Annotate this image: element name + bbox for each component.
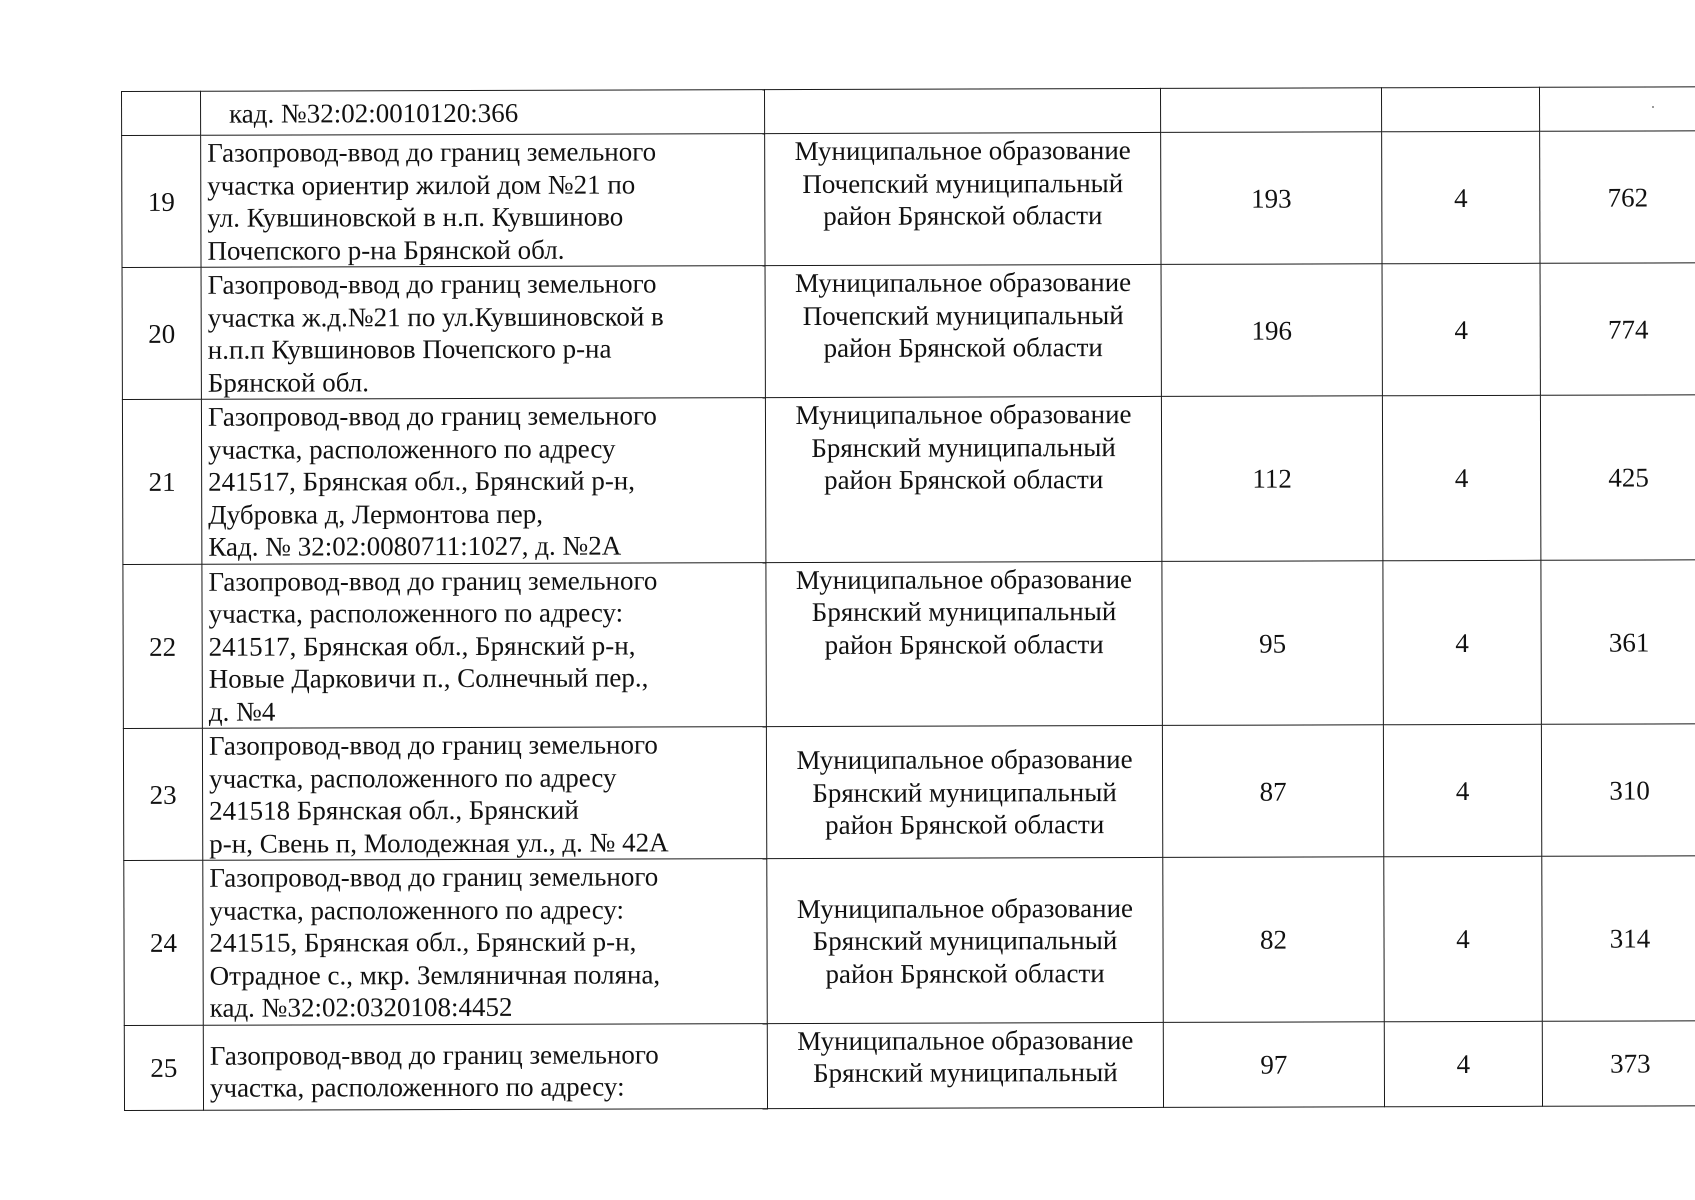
description-line: участка, расположенного по адресу (208, 762, 617, 794)
description-cell (203, 1023, 767, 1110)
value-3-cell: 314 (1542, 856, 1695, 1021)
description-line: кад. №32:02:0320108:4452 (209, 991, 513, 1023)
value-3-cell: 762 (1540, 131, 1695, 264)
owner-line: Брянский муниципальный (811, 431, 1116, 463)
description-line: н.п.п Кувшиновов Почепского р-на (207, 333, 612, 365)
owner-line: район Брянской области (823, 332, 1103, 363)
value-2-cell (1381, 87, 1539, 131)
owner-cell (765, 264, 1161, 397)
description-cell (201, 134, 765, 268)
owner-line: район Брянской области (824, 628, 1104, 660)
owner-line: Муниципальное образование (797, 1024, 1134, 1056)
owner-cell (767, 857, 1163, 1023)
value-1-cell: 196 (1161, 264, 1382, 397)
table-row (124, 1020, 1695, 1110)
description-line: р-н, Свень п, Молодежная ул., д. № 42А (209, 826, 669, 859)
description-cell (203, 859, 767, 1025)
description-cell (202, 562, 766, 728)
value-1-cell: 97 (1163, 1021, 1384, 1107)
owner-line: Брянский муниципальный (813, 1057, 1118, 1088)
description-line: участка ориентир жилой дом №21 по (207, 168, 636, 201)
description-line: Новые Дарковичи п., Солнечный пер., (208, 662, 649, 694)
description-line: Дубровка д, Лермонтова пер, (208, 498, 544, 530)
owner-cell (765, 132, 1161, 265)
value-2-cell: 4 (1382, 131, 1540, 263)
value-1-cell: 82 (1163, 857, 1384, 1022)
value-3-cell: 373 (1542, 1020, 1695, 1106)
description-line: 241517, Брянская обл., Брянский р-н, (208, 465, 636, 497)
owner-line: Брянский муниципальный (812, 925, 1118, 956)
description-line: Газопровод-ввод до границ земельного (209, 1038, 659, 1071)
description-line: Газопровод-ввод до границ земельного (208, 564, 658, 597)
owner-line: район Брянской области (825, 957, 1105, 989)
owner-cell (766, 725, 1162, 858)
description-cell (201, 90, 765, 136)
table-row-continuation (122, 87, 1695, 136)
value-2-cell: 4 (1383, 560, 1541, 725)
gas-pipeline-table (121, 86, 1695, 1110)
description-line: Кад. № 32:02:0080711:1027, д. №2А (208, 530, 622, 562)
value-2-cell: 4 (1383, 724, 1541, 856)
description-line: участка ж.д.№21 по ул.Кувшиновской в (207, 300, 664, 333)
description-line: участка, расположенного по адресу: (208, 597, 624, 629)
description-cell (201, 266, 765, 400)
table-row (124, 856, 1695, 1025)
owner-line: район Брянской области (825, 809, 1105, 841)
description-line: Газопровод-ввод до границ земельного (209, 861, 659, 893)
table-row (123, 559, 1695, 728)
table-row (122, 263, 1695, 400)
owner-line: Почепский муниципальный (802, 299, 1124, 331)
row-number-cell: 22 (123, 564, 202, 729)
value-3-cell: 361 (1541, 559, 1695, 724)
owner-cell (766, 561, 1162, 727)
owner-line: Муниципальное образование (794, 135, 1131, 167)
value-1-cell: 87 (1162, 725, 1383, 858)
value-1-cell: 95 (1162, 560, 1383, 725)
description-line: Газопровод-ввод до границ земельного (207, 268, 657, 300)
description-line: д. №4 (208, 696, 276, 727)
value-2-cell: 4 (1382, 263, 1540, 395)
row-number-cell: 19 (122, 135, 201, 267)
value-3-cell: 425 (1540, 395, 1695, 560)
value-1-cell: 193 (1161, 132, 1382, 265)
value-2-cell: 4 (1384, 1021, 1542, 1106)
description-line: участка, расположенного по адресу: (209, 894, 625, 926)
description-line: ул. Кувшиновской в н.п. Кувшиново (207, 201, 624, 233)
value-2-cell: 4 (1382, 395, 1540, 560)
owner-cell (765, 396, 1161, 562)
owner-cell (767, 1022, 1163, 1108)
description-line: Отрадное с., мкр. Земляничная поляна, (209, 958, 661, 991)
row-number-cell: 21 (122, 399, 201, 564)
owner-line: Муниципальное образование (796, 892, 1134, 924)
description-line: Газопровод-ввод до границ земельного (207, 136, 657, 168)
row-number-cell: 23 (123, 728, 202, 860)
value-1-cell: 112 (1161, 396, 1382, 561)
row-number-cell (122, 91, 201, 135)
description-line: 241515, Брянская обл., Брянский р-н, (209, 926, 637, 958)
value-1-cell (1160, 88, 1381, 133)
table-row (122, 131, 1695, 268)
owner-line: район Брянской области (823, 200, 1103, 231)
row-number-cell: 20 (122, 267, 201, 399)
description-line: Почепского р-на Брянской обл. (207, 234, 565, 266)
description-line: участка, расположенного по адресу: (209, 1071, 625, 1103)
value-3-cell (1539, 87, 1695, 132)
value-3-cell: 774 (1540, 263, 1695, 396)
owner-line: Муниципальное образование (794, 267, 1132, 299)
row-number-cell: 25 (124, 1025, 203, 1110)
description-line: кад. №32:02:0010120:366 (229, 97, 519, 129)
description-cell (202, 727, 766, 861)
description-line: Брянской обл. (207, 366, 370, 398)
owner-cell (764, 88, 1160, 133)
owner-line: Почепский муниципальный (802, 167, 1124, 199)
owner-line: район Брянской области (824, 464, 1104, 495)
description-line: участка, расположенного по адресу (208, 433, 616, 465)
table-row (122, 395, 1695, 564)
description-line: 241517, Брянская обл., Брянский р-н, (208, 629, 636, 662)
description-line: 241518 Брянская обл., Брянский (209, 794, 579, 826)
table-row (123, 724, 1695, 861)
value-2-cell: 4 (1384, 856, 1542, 1021)
description-line: Газопровод-ввод до границ земельного (208, 729, 658, 761)
owner-line: Муниципальное образование (796, 744, 1133, 776)
owner-line: Муниципальное образование (795, 563, 1133, 595)
owner-line: Брянский муниципальный (811, 596, 1117, 627)
row-number-cell: 24 (124, 860, 203, 1025)
owner-line: Брянский муниципальный (812, 776, 1117, 808)
value-3-cell: 310 (1541, 724, 1695, 857)
description-cell (201, 398, 765, 564)
description-line: Газопровод-ввод до границ земельного (207, 400, 657, 432)
owner-line: Муниципальное образование (795, 399, 1132, 431)
